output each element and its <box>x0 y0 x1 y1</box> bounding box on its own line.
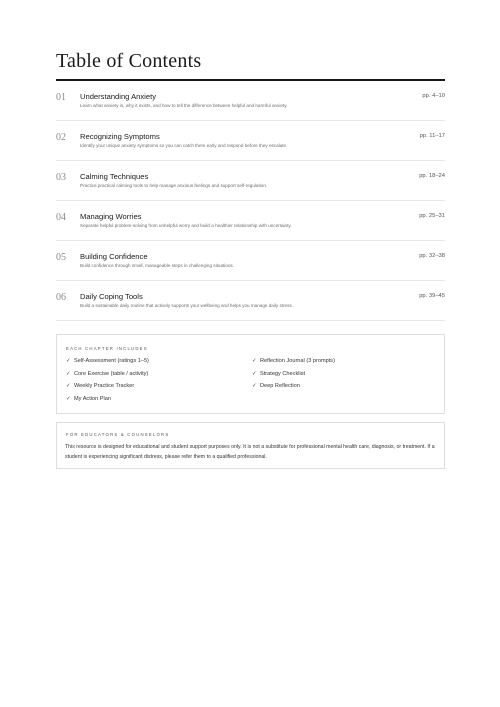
includes-item <box>66 396 111 402</box>
chapter-title: Calming Techniques <box>80 172 149 181</box>
notice-label: FOR EDUCATORS & COUNSELORS <box>66 432 170 437</box>
chapter-includes-box <box>56 334 445 414</box>
chapter-description: Identify your unique anxiety symptoms so you can catch them early and respond before they escalate. <box>80 143 288 148</box>
chapter-pages: pp. 39–45 <box>419 293 445 299</box>
chapter-title: Building Confidence <box>80 252 148 261</box>
chapter-title: Managing Worries <box>80 212 142 221</box>
checkmark-icon: ✓ <box>66 371 71 377</box>
chapter-title: Recognizing Symptoms <box>80 132 160 141</box>
chapter-pages: pp. 11–17 <box>419 133 445 139</box>
toc-entry-3[interactable] <box>56 161 445 201</box>
chapter-pages: pp. 18–24 <box>419 173 445 179</box>
chapter-number: 06 <box>56 292 66 303</box>
checkmark-icon: ✓ <box>66 396 71 402</box>
includes-item-label: My Action Plan <box>74 396 111 402</box>
includes-item-label: Core Exercise (table / activity) <box>74 371 149 377</box>
toc-entry-6[interactable] <box>56 281 445 321</box>
toc-entry-1[interactable] <box>56 81 445 121</box>
chapter-number: 05 <box>56 252 66 263</box>
chapter-description: Build confidence through small, manageable steps in challenging situations. <box>80 263 234 268</box>
checkmark-icon: ✓ <box>252 383 257 389</box>
includes-item-label: Strategy Checklist <box>260 371 306 377</box>
chapter-description: Learn what anxiety is, why it exists, and how to tell the difference between helpful and harmful anxiety. <box>80 103 288 108</box>
includes-item-label: Reflection Journal (3 prompts) <box>260 358 335 364</box>
checkmark-icon: ✓ <box>252 358 257 364</box>
toc-entry-5[interactable] <box>56 241 445 281</box>
checkmark-icon: ✓ <box>66 358 71 364</box>
includes-item <box>66 383 134 389</box>
notice-text: This resource is designed for educational and student support purposes only. It is not a substitute for professional mental health care, diagnosis, or treatment. If a student is experiencing significant distress, please refer them to a qualified professional. <box>65 444 435 460</box>
toc-entry-2[interactable] <box>56 121 445 161</box>
chapter-title: Daily Coping Tools <box>80 292 143 301</box>
chapter-pages: pp. 4–10 <box>422 93 445 99</box>
includes-item <box>252 371 305 377</box>
chapter-number: 02 <box>56 132 66 143</box>
includes-item <box>252 358 335 364</box>
toc-entry-4[interactable] <box>56 201 445 241</box>
includes-item <box>66 371 148 377</box>
includes-item-label: Weekly Practice Tracker <box>74 383 135 389</box>
chapter-description: Separate helpful problem-solving from unhelpful worry and build a healthier relationship with uncertainty. <box>80 223 292 228</box>
chapter-description: Build a sustainable daily routine that actively supports your wellbeing and helps you manage daily stress. <box>80 303 293 308</box>
chapter-number: 01 <box>56 92 66 103</box>
includes-item-label: Self-Assessment (ratings 1–5) <box>74 358 149 364</box>
table-of-contents <box>56 81 445 321</box>
chapter-pages: pp. 25–31 <box>419 213 445 219</box>
chapter-pages: pp. 32–38 <box>419 253 445 259</box>
includes-item-label: Deep Reflection <box>260 383 300 389</box>
chapter-description: Practice practical calming tools to help manage anxious feelings and support self-regulation. <box>80 183 268 188</box>
includes-item <box>252 383 300 389</box>
checkmark-icon: ✓ <box>252 371 257 377</box>
includes-item <box>66 358 149 364</box>
chapter-number: 04 <box>56 212 66 223</box>
includes-label: EACH CHAPTER INCLUDES <box>66 346 148 351</box>
chapter-title: Understanding Anxiety <box>80 92 156 101</box>
educator-notice-box <box>56 422 445 469</box>
page-title: Table of Contents <box>56 50 202 72</box>
chapter-number: 03 <box>56 172 66 183</box>
checkmark-icon: ✓ <box>66 383 71 389</box>
